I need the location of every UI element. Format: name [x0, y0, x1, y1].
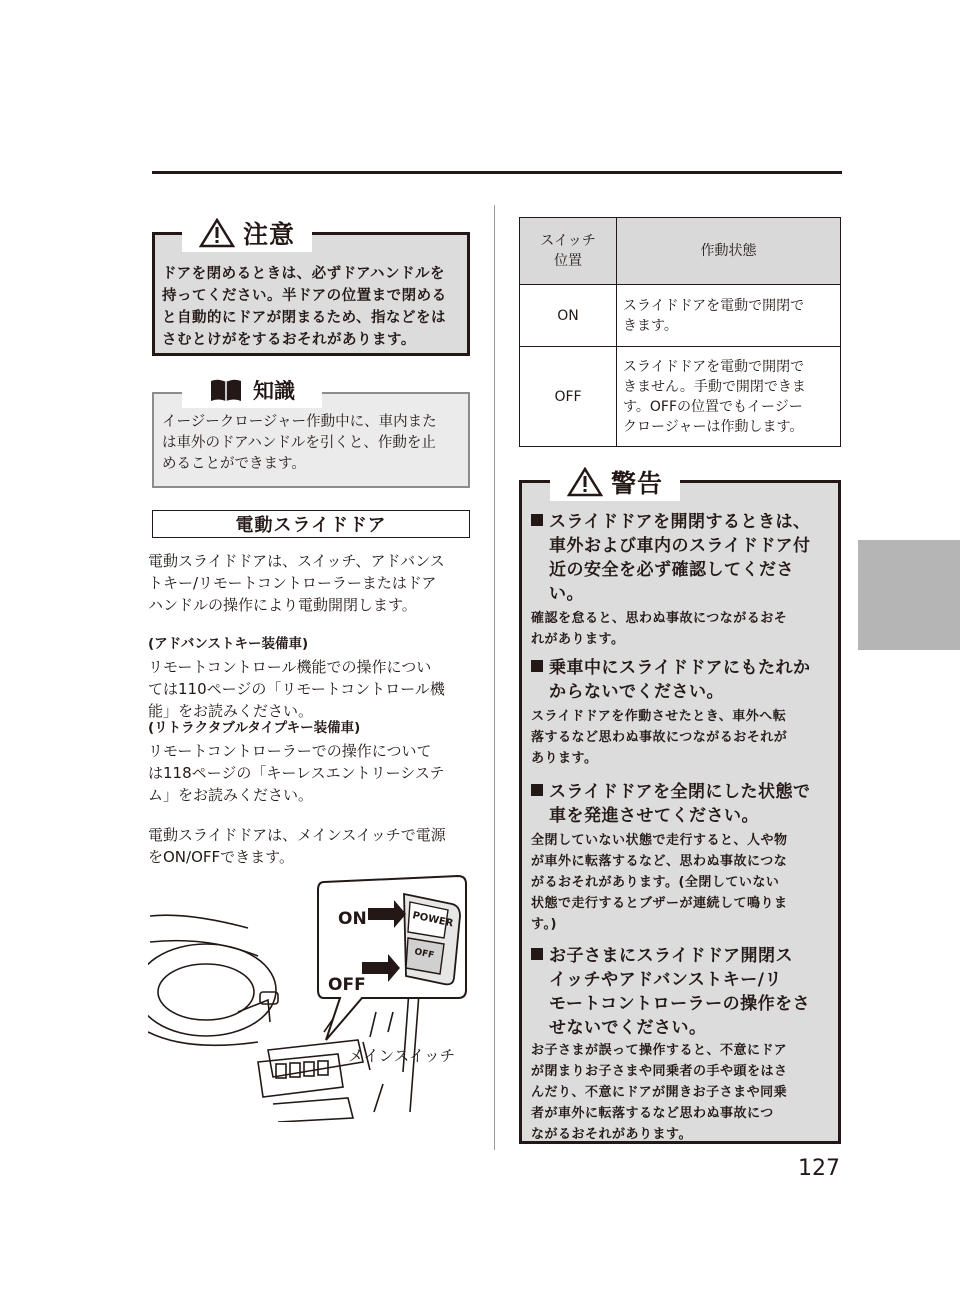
svg-text:OFF: OFF — [413, 947, 435, 962]
warning-item-heading: スライドドアを開閉するときは、 車外および車内のスライドドア付 近の安全を必ず確認してくださ い。 — [531, 510, 833, 606]
warning-item-text: お子さまが誤って操作すると、不意にドア が閉まりお子さまや同乗者の手や頭をはさ んだり、不意にドアが開きお子さまや同乗 者が車外に転落するなど思わぬ事故につ ながるおそれがあります。 — [531, 1043, 788, 1142]
knowledge-text: イージークロージャー作動中に、車内また は車外のドアハンドルを引くと、作動を止 めることができます。 — [162, 414, 437, 472]
knowledge-title: 知識 — [253, 379, 295, 403]
remote-control-paragraph: リモートコントロール機能での操作につい ては110ページの「リモートコントロール機 能」をお読みください。 — [148, 658, 445, 720]
table-row: OFF スライドドアを電動で開閉で きません。手動で開閉できま す。OFFの位置でもイージー クロージャーは作動します。 — [520, 347, 841, 447]
on-label: ON — [338, 909, 367, 929]
header-rule — [152, 171, 842, 174]
warning-item-text: スライドドアを作動させたとき、車外へ転 落するなど思わぬ事故につながるおそれが あります。 — [531, 709, 788, 766]
caution-title: 注意 — [242, 220, 295, 249]
switch-position-table — [519, 217, 841, 447]
caution-text: ドアを閉めるときは、必ずドアハンドルを 持ってください。半ドアの位置まで閉める と自動的にドアが閉まるため、指などをは さむとけがをするおそれがあります。 — [162, 266, 447, 348]
main-switch-caption: メインスイッチ — [348, 1047, 456, 1065]
chapter-tab — [858, 540, 960, 650]
warning-triangle-icon — [567, 467, 603, 497]
warning-item-heading: お子さまにスライドドア開閉ス イッチやアドバンストキー/リ モートコントローラーの操作をさ せないでください。 — [531, 944, 833, 1040]
square-bullet-icon — [531, 514, 543, 526]
warning-title: 警告 — [610, 469, 663, 498]
warning-item-text: 全閉していない状態で走行すると、人や物 が車外に転落するなど、思わぬ事故につな がるおそれがあります。(全閉していない 状態で走行するとブザーが連続して鳴りま す。) — [531, 833, 788, 932]
warning-item-heading: スライドドアを全閉にした状態で 車を発進させてください。 — [531, 780, 833, 828]
table-header-state: 作動状態 — [617, 218, 841, 285]
caution-header — [182, 214, 312, 252]
subheading-retractable-key: (リトラクタブルタイプキー装備車) — [148, 720, 361, 736]
warning-item-heading: 乗車中にスライドドアにもたれか からないでください。 — [531, 656, 833, 704]
square-bullet-icon — [531, 948, 543, 960]
column-divider — [494, 205, 495, 1150]
main-switch-illustration — [148, 872, 478, 1122]
table-header-position: スイッチ 位置 — [520, 218, 617, 285]
book-icon — [209, 377, 243, 403]
subheading-advanced-key: (アドバンストキー装備車) — [148, 636, 309, 652]
warning-triangle-icon — [199, 218, 235, 248]
svg-text:POWER: POWER — [411, 910, 455, 930]
square-bullet-icon — [531, 660, 543, 672]
square-bullet-icon — [531, 784, 543, 796]
section-intro: 電動スライドドアは、スイッチ、アドバンス トキー/リモートコントローラーまたはドア ハンドルの操作により電動開閉します。 — [148, 552, 445, 614]
off-label: OFF — [328, 975, 366, 995]
main-switch-paragraph: 電動スライドドアは、メインスイッチで電源 をON/OFFできます。 — [148, 826, 446, 866]
warning-item-text: 確認を怠ると、思わぬ事故につながるおそ れがあります。 — [531, 611, 788, 647]
table-row: ON スライドドアを電動で開閉で きます。 — [520, 285, 841, 347]
warning-header — [550, 463, 680, 501]
remote-controller-paragraph: リモートコントローラーでの操作について は118ページの「キーレスエントリーシステ ム」をお読みください。 — [148, 742, 445, 804]
section-title: 電動スライドドア — [152, 510, 470, 538]
page-number: 127 — [798, 1156, 840, 1181]
knowledge-header — [182, 372, 322, 408]
